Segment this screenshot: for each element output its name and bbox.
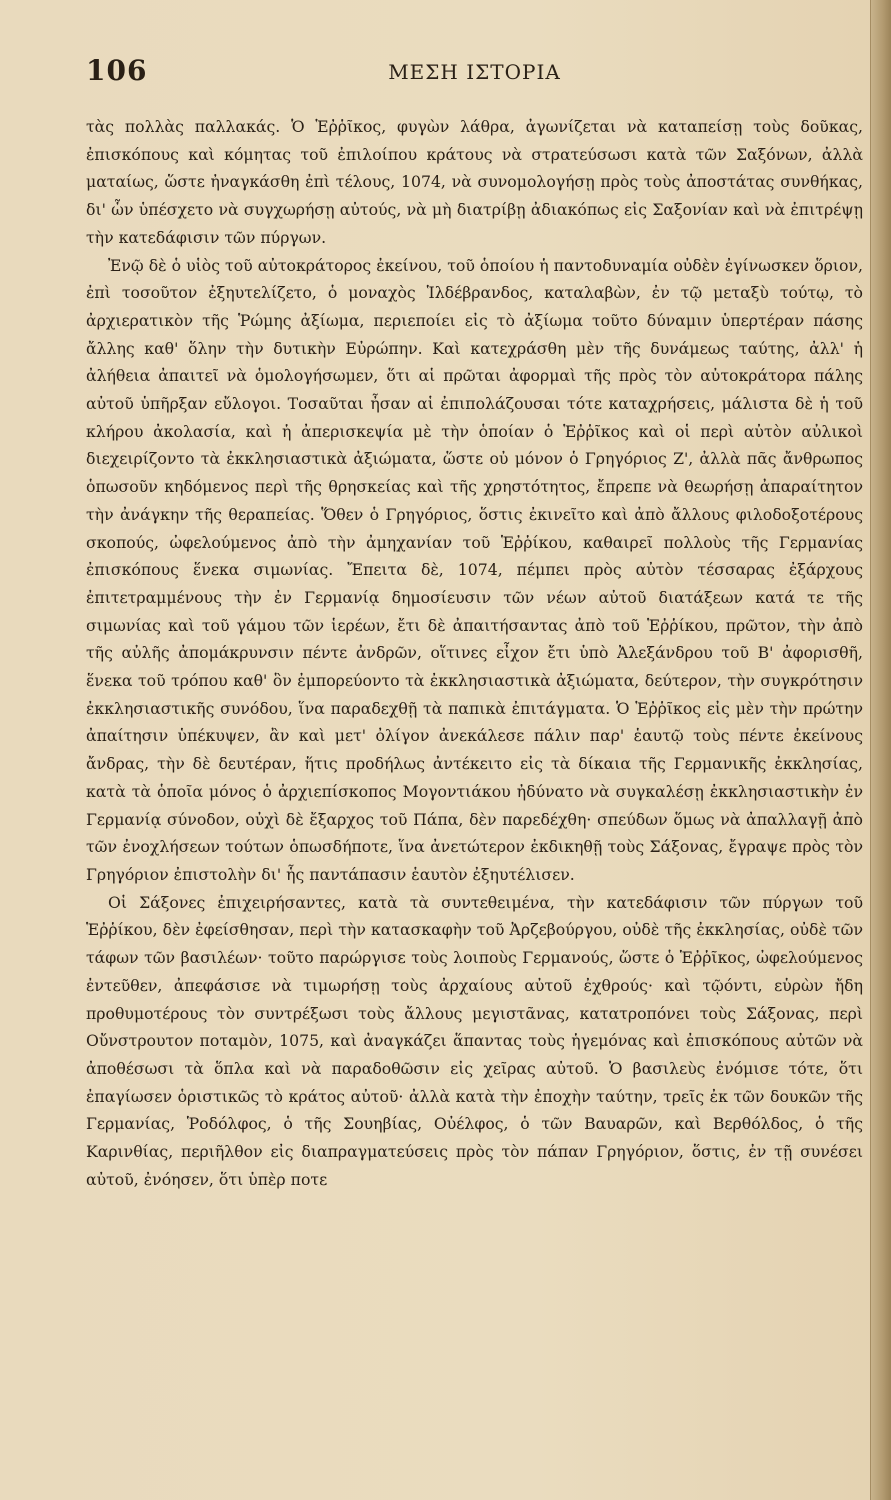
paragraph-2: Ἐνῷ δὲ ὁ υἱὸς τοῦ αὐτοκράτορος ἐκείνου, τοῦ ὁποίου ἡ παντοδυναμία οὐδὲν ἐγίνωσκεν ὅριον, ἐπὶ τοσοῦτον ἐξηυτελίζετο, ὁ μοναχὸς Ἱλδέβρανδος, καταλαβὼν, ἐν τῷ μεταξὺ τούτῳ, τὸ ἀρχιερατικὸν τῆς Ῥώμης ἀξίωμα, περιεποίει εἰς τὸ ἀξίωμα τοῦτο δύναμιν ὑπερτέραν πάσης ἄλλης καθ' ὅλην τὴν δυτικὴν Εὐρώπην. Καὶ κατεχράσθη μὲν τῆς δυνάμεως ταύτης, ἀλλ' ἡ ἀλήθεια ἀπαιτεῖ νὰ ὁμολογήσωμεν, ὅτι αἱ πρῶται ἀφορμαὶ τῆς πρὸς τὸν αὐτοκράτορα πάλης αὐτοῦ ὑπῆρξαν εὔλογοι. Τοσαῦται ἦσαν αἱ ἐπιπολάζουσαι τότε καταχρήσεις, μάλιστα δὲ ἡ τοῦ κλήρου ἀκολασία, καὶ ἡ ἀπερισκεψία μὲ τὴν ὁποίαν ὁ Ἑῤῥῖκος καὶ οἱ περὶ αὐτὸν αὐλικοὶ διεχειρίζοντο τὰ ἐκκλησιαστικὰ ἀξιώματα, ὥστε οὐ μόνον ὁ Γρηγόριος Ζ', ἀλλὰ πᾶς ἄνθρωπος ὁπωσοῦν κηδόμενος περὶ τῆς θρησκείας καὶ τῆς χρηστότητος, ἔπρεπε νὰ θεωρήσῃ ἀπαραίτητον τὴν ἀνάγκην τῆς θεραπείας. Ὅθεν ὁ Γρηγόριος, ὅστις ἐκινεῖτο καὶ ἀπὸ ἄλλους φιλοδοξοτέρους σκοπούς, ὠφελούμενος ἀπὸ τὴν ἀμηχανίαν τοῦ Ἑῤῥίκου, καθαιρεῖ πολλοὺς τῆς Γερμανίας ἐπισκόπους ἕνεκα σιμωνίας. Ἔπειτα δὲ, 1074, πέμπει πρὸς αὐτὸν τέσσαρας ἐξάρχους ἐπιτετραμμένους τὴν ἐν Γερμανίᾳ δημοσίευσιν τῶν νέων αὐτοῦ διατάξεων κατά τε τῆς σιμωνίας καὶ τοῦ γάμου τῶν ἱερέων, ἔτι δὲ ἀπαιτήσαντας ἀπὸ τοῦ Ἑῤῥίκου, πρῶτον, τὴν ἀπὸ τῆς αὐλῆς ἀπομάκρυνσιν πέντε ἀνδρῶν, οἵτινες εἶχον ἔτι ὑπὸ Ἀλεξάνδρου τοῦ Β' ἀφορισθῆ, ἕνεκα τοῦ τρόπου καθ' ὃν ἐμπορεύοντο τὰ ἐκκλησιαστικὰ ἀξιώματα, δεύτερον, τὴν συγκρότησιν ἐκκλησιαστικῆς συνόδου, ἵνα παραδεχθῇ τὰ παπικὰ ἐπιτάγματα. Ὁ Ἑῤῥῖκος εἰς μὲν τὴν πρώτην ἀπαίτησιν ὑπέκυψεν, ἂν καὶ μετ' ὀλίγον ἀνεκάλεσε πάλιν παρ' ἑαυτῷ τοὺς πέντε ἐκείνους ἄνδρας, τὴν δὲ δευτέραν, ἥτις προδήλως ἀντέκειτο εἰς τὰ δίκαια τῆς Γερμανικῆς ἐκκλησίας, κατὰ τὰ ὁποῖα μόνος ὁ ἀρχιεπίσκοπος Μογοντιάκου ἠδύνατο νὰ συγκαλέσῃ ἐκκλησιαστικὴν ἐν Γερμανίᾳ σύνοδον, οὐχὶ δὲ ἔξαρχος τοῦ Πάπα, δὲν παρεδέχθη· σπεύδων ὅμως νὰ ἀπαλλαγῇ ἀπὸ τῶν ἐνοχλήσεων τούτων ὁπωσδήποτε, ἵνα ἀνετώτερον ἐκδικηθῇ τοὺς Σάξονας, ἔγραψε πρὸς τὸν Γρηγόριον ἐπιστολὴν δι' ἧς παντάπασιν ἑαυτὸν ἐξηυτέλισεν.: [86, 255, 863, 884]
body-text: [86, 113, 863, 1193]
paragraph-3: Οἱ Σάξονες ἐπιχειρήσαντες, κατὰ τὰ συντεθειμένα, τὴν κατεδάφισιν τῶν πύργων τοῦ Ἑῤῥίκου, δὲν ἐφείσθησαν, περὶ τὴν κατασκαφὴν τοῦ Ἀρζεβούργου, οὐδὲ τῆς ἐκκλησίας, οὐδὲ τῶν τάφων τῶν βασιλέων· τοῦτο παρώργισε τοὺς λοιποὺς Γερμανούς, ὥστε ὁ Ἑῤῥῖκος, ὠφελούμενος ἐντεῦθεν, ἀπεφάσισε νὰ τιμωρήσῃ τοὺς ἀρχαίους αὐτοῦ ἐχθρούς· καὶ τῷόντι, εὑρὼν ἤδη προθυμοτέρους τὸν συντρέξωσι τοὺς ἄλλους μεγιστᾶνας, κατατροπόνει τοὺς Σάξονας, περὶ Οὔνστρουτον ποταμὸν, 1075, καὶ ἀναγκάζει ἅπαντας τοὺς ἡγεμόνας καὶ ἐπισκόπους αὐτῶν νὰ ἀποθέσωσι τὰ ὅπλα καὶ νὰ παραδοθῶσιν εἰς χεῖρας αὐτοῦ. Ὁ βασιλεὺς ἐνόμισε τότε, ὅτι ἐπαγίωσεν ὁριστικῶς τὸ κράτος αὐτοῦ· ἀλλὰ κατὰ τὴν ἐποχὴν ταύτην, τρεῖς ἐκ τῶν δουκῶν τῆς Γερμανίας, Ῥοδόλφος, ὁ τῆς Σουηβίας, Οὐέλφος, ὁ τῶν Βαυαρῶν, καὶ Βερθόλδος, ὁ τῆς Καρινθίας, περιῆλθον εἰς διαπραγματεύσεις πρὸς τὸν πάπαν Γρηγόριον, ὅστις, ἐν τῇ συνέσει αὐτοῦ, ἐνόησεν, ὅτι ὑπὲρ ποτε: [86, 892, 863, 1189]
page-edge: [870, 0, 891, 1500]
page-header: [86, 54, 863, 102]
page-number: 106: [86, 54, 148, 87]
paragraph-1: τὰς πολλὰς παλλακάς. Ὁ Ἑῤῥῖκος, φυγὼν λάθρα, ἀγωνίζεται νὰ καταπείσῃ τοὺς δοῦκας, ἐπισκόπους καὶ κόμητας τοῦ ἐπιλοίπου κράτους νὰ στρατεύσωσι κατὰ τῶν Σαξόνων, ἀλλὰ ματαίως, ὥστε ἠναγκάσθη ἐπὶ τέλους, 1074, νὰ συνομολογήσῃ πρὸς τοὺς ἀποστάτας συνθήκας, δι' ὧν ὑπέσχετο νὰ συγχωρήσῃ αὐτούς, νὰ μὴ διατρίβῃ ἀδιακόπως εἰς Σαξονίαν καὶ νὰ ἐπιτρέψῃ τὴν κατεδάφισιν τῶν πύργων.: [86, 117, 863, 247]
running-title: ΜΕΣΗ ΙΣΤΟΡΙΑ: [388, 60, 561, 84]
